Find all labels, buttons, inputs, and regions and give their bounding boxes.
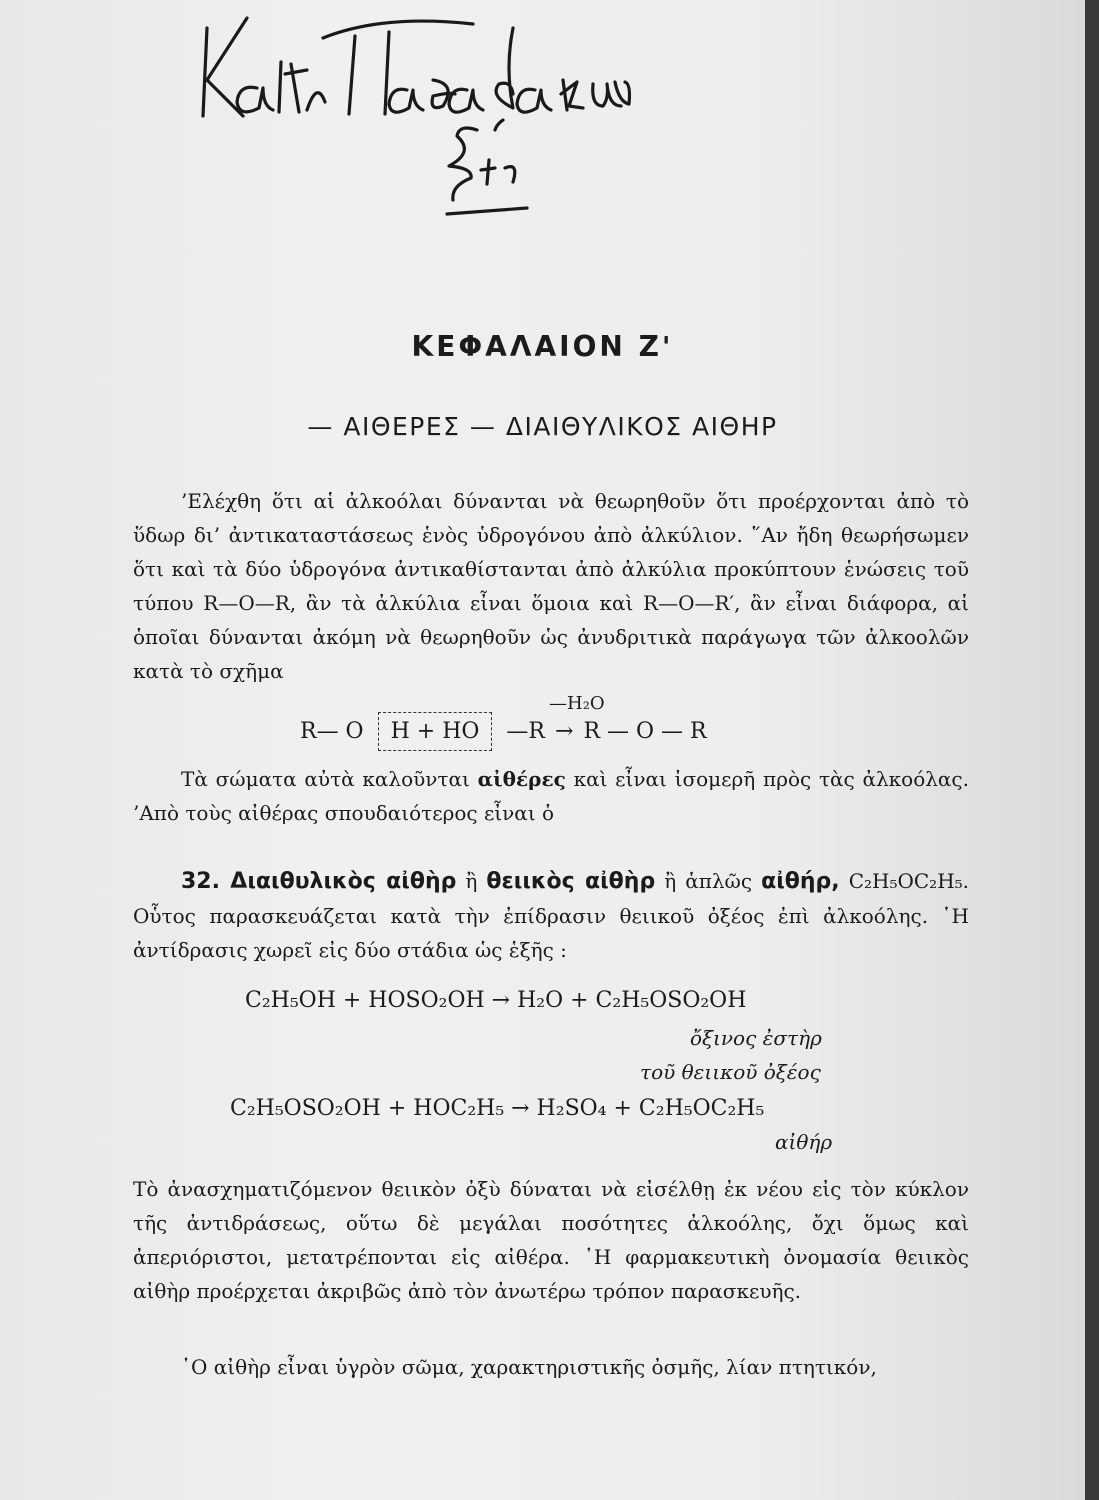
intro-paragraph: ’Ελέχθη ὅτι αἱ ἀλκοόλαι δύνανται νὰ θεωρηθοῦν ὅτι προέρχονται ἀπὸ τὸ ὕδωρ δι’ ἀντικαταστάσεως ἑνὸς ὑδρογόνου ἀπὸ ἀλκύλιον. ῞Αν ἤδη θεωρήσωμεν ὅτι καὶ τὰ δύο ὑδρογόνα ἀντικαθίστανται ἀπὸ ἀλκύλια προκύπτουν ἑνώσεις τοῦ τύπου R—O—R, ἂν τὰ ἀλκύλια εἶναι ὅμοια καὶ R—O—R′, ἂν εἶναι διάφορα, αἱ ὁποῖαι δύνανται ἀκόμη νὰ θεωρηθοῦν ὡς ἀνυδριτικὰ παράγωγα τῶν ἀλκοολῶν κατὰ τὸ σχῆμα	[133, 489, 969, 683]
reaction-1-note-1: ὄξινος ἐστὴρ	[690, 1026, 822, 1050]
arrow-icon: →	[555, 719, 574, 744]
scheme-arrow	[549, 693, 605, 744]
reaction-1: C₂H₅OH + HOSO₂OH → H₂O + C₂H₅OSO₂OH	[245, 988, 747, 1013]
ethers-term: αἰθέρες	[477, 767, 566, 791]
section-32-connector-2: ἢ ἁπλῶς	[655, 869, 762, 893]
scheme-left: R— O	[300, 719, 364, 744]
page-edge-shadow	[1085, 0, 1099, 1500]
ether-formation-scheme	[300, 693, 707, 751]
reaction-2: C₂H₅OSO₂OH + HOC₂H₅ → H₂SO₄ + C₂H₅OC₂H₅	[230, 1096, 765, 1121]
section-32-connector-1: ἢ	[456, 869, 487, 893]
section-32-body: C₂H₅OC₂H₅. Οὗτος παρασκευάζεται κατὰ τὴν ἐπίδρασιν θειικοῦ ὀξέος ἐπὶ ἀλκοόλης. ῾Η ἀντίδρασις χωρεῖ εἰς δύο στάδια ὡς ἑξῆς :	[133, 869, 970, 962]
ethers-text-before: Τὰ σώματα αὐτὰ καλοῦνται	[181, 767, 478, 791]
scheme-product: R — O — R	[583, 719, 707, 744]
last-line: ῾Ο αἰθὴρ εἶναι ὑγρὸν σῶμα, χαρακτηριστικῆς ὀσμῆς, λίαν πτητικόν,	[181, 1355, 877, 1379]
section-32-heading: 32. Διαιθυλικὸς αἰθὴρ	[181, 869, 457, 894]
reaction-2-note: αἰθήρ	[775, 1130, 833, 1154]
scheme-arrow-label: —H₂O	[549, 693, 605, 714]
section-32-heading-alt: θειικὸς αἰθὴρ	[486, 869, 656, 894]
ethers-text-after: καὶ εἶναι ἰσομερῆ πρὸς τὰς ἀλκοόλας. ’Απὸ τοὺς αἰθέρας σπουδαιότερος εἶναι ὁ	[133, 767, 969, 825]
chapter-title: ΚΕΦΑΛΑΙΟΝ Ζ'	[411, 330, 674, 363]
handwritten-signature	[195, 8, 635, 223]
closing-paragraph: Τὸ ἀνασχηματιζόμενον θειικὸν ὀξὺ δύναται νὰ εἰσέλθῃ ἐκ νέου εἰς τὸν κύκλον τῆς ἀντιδράσεως, οὕτω δὲ μεγάλαι ποσότητες ἀλκοόλης, ὄχι ὅμως καὶ ἀπεριόριστοι, μετατρέπονται εἰς αἰθέρα. ῾Η φαρμακευτικὴ ὀνομασία θειικὸς αἰθὴρ προέρχεται ἀκριβῶς ἀπὸ τὸν ἀνωτέρω τρόπον παρασκευῆς.	[133, 1177, 969, 1303]
reaction-1-note-2: τοῦ θειικοῦ ὀξέος	[640, 1060, 821, 1084]
section-32	[133, 864, 969, 967]
scheme-dashed-box: H + HO	[378, 712, 493, 751]
scheme-right: —R	[506, 719, 545, 744]
ethers-paragraph	[133, 762, 969, 830]
section-32-heading-short: αἰθήρ,	[761, 869, 840, 894]
section-title: — ΑΙΘΕΡΕΣ — ΔΙΑΙΘΥΛΙΚΟΣ ΑΙΘΗΡ	[307, 412, 778, 441]
